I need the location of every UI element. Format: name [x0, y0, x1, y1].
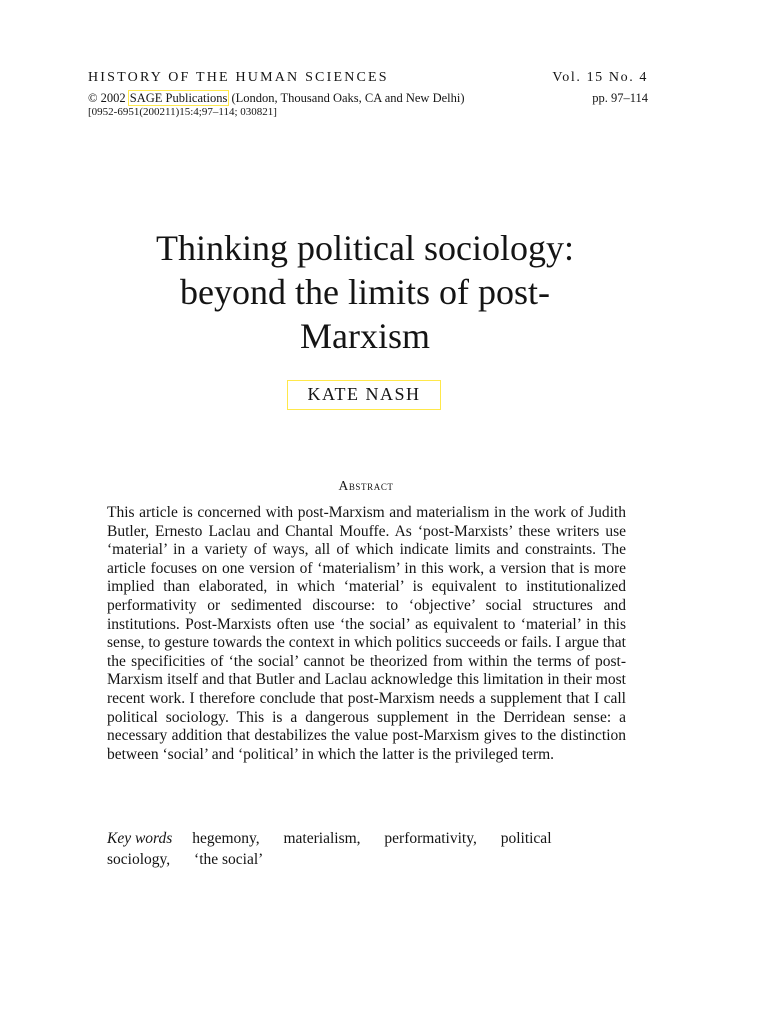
copyright-prefix: © 2002: [88, 91, 126, 105]
journal-name: HISTORY OF THE HUMAN SCIENCES: [88, 70, 389, 85]
title-line: beyond the limits of post-: [180, 272, 550, 312]
copyright-line: [88, 91, 648, 106]
page-range: pp. 97–114: [592, 91, 648, 105]
copyright-text: [88, 91, 465, 106]
article-title: [60, 226, 670, 358]
volume-issue: Vol. 15 No. 4: [552, 70, 648, 85]
copyright-suffix: (London, Thousand Oaks, CA and New Delhi): [231, 91, 465, 105]
keyword: materialism,: [283, 830, 361, 847]
keyword: hegemony,: [192, 830, 260, 847]
keyword: ‘the social’: [194, 851, 264, 868]
keyword: political sociology,: [107, 830, 552, 868]
publisher-link[interactable]: SAGE Publications: [129, 91, 228, 105]
title-line: Thinking political sociology:: [156, 228, 574, 268]
keywords-label: Key words: [107, 830, 173, 847]
keyword: performativity,: [384, 830, 477, 847]
journal-header: [88, 70, 648, 86]
abstract-text: This article is concerned with post-Marxism and materialism in the work of Judith Butler, Ernesto Laclau and Chantal Mouffe. As ‘post-Marxists’ these writers use ‘material’ in a variety of ways, all of which indicate limits and constraints. The article focuses on one version of ‘materialism’ in this work, a version that is more implied than elaborated, in which ‘material’ is equivalent to institutionalized performativity or sedimented discourse: to ‘objective’ social structures and institutions. Post-Marxists often use ‘the social’ as equivalent to ‘material’ in this sense, to gesture towards the context in which politics succeeds or fails. I argue that the specificities of ‘the social’ cannot be theorized from within the terms of post-Marxism itself and that Butler and Laclau acknowledge this limitation in their most recent work. I therefore conclude that post-Marxism needs a supplement that I call political sociology. This is a dangerous supplement in the Derridean sense: a necessary addition that destabilizes the value post-Marxism gives to the distinction between ‘social’ and ‘political’ in which the latter is the privileged term.: [107, 504, 626, 763]
article-identifier: [0952-6951(200211)15:4;97–114; 030821]: [88, 106, 277, 118]
title-line: Marxism: [300, 316, 430, 356]
keywords: [107, 828, 597, 870]
author-link[interactable]: KATE NASH: [287, 380, 441, 410]
abstract-heading: Abstract: [338, 478, 394, 493]
